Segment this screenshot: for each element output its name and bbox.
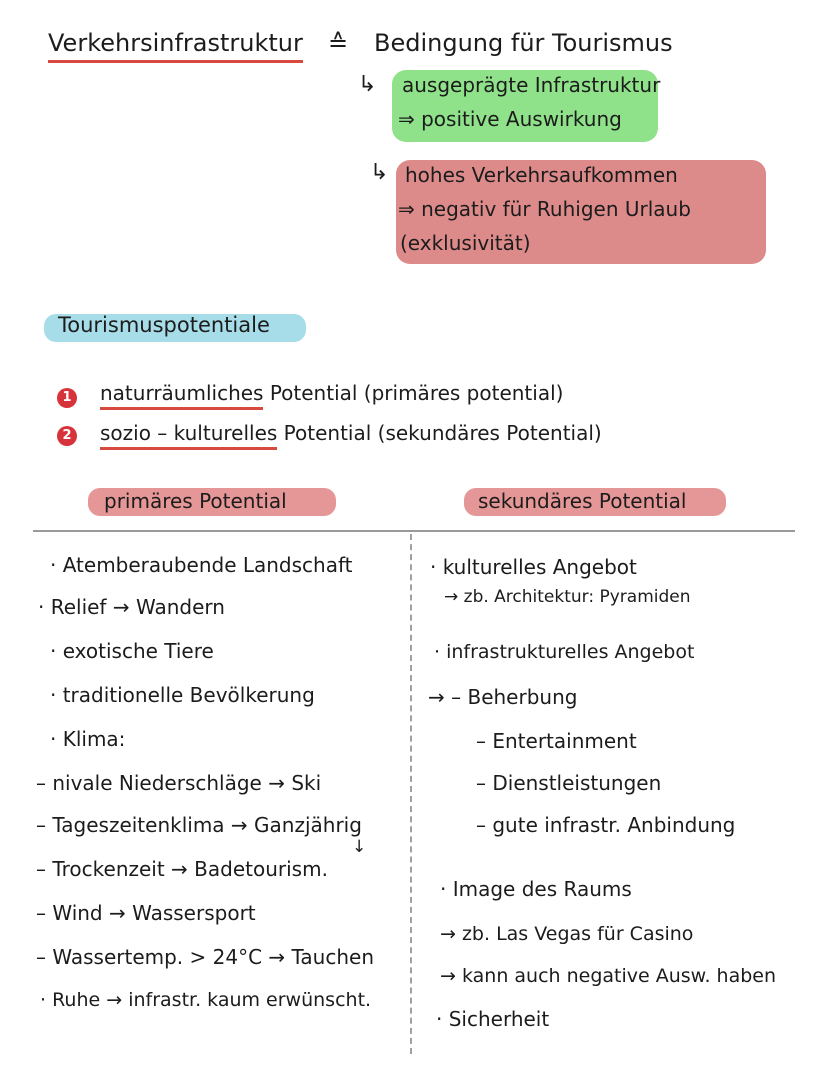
secondary-line: · infrastrukturelles Angebot	[434, 641, 695, 663]
condition-text: Bedingung für Tourismus	[374, 29, 673, 57]
secondary-heading: sekundäres Potential	[478, 489, 687, 513]
secondary-line: · Image des Raums	[440, 877, 632, 901]
arrow-icon: ↳	[370, 160, 389, 185]
primary-line: – Trockenzeit → Badetourism.	[36, 857, 328, 881]
secondary-line: → zb. Las Vegas für Casino	[440, 923, 694, 945]
primary-line: · exotische Tiere	[50, 639, 214, 663]
secondary-line: · kulturelles Angebot	[430, 555, 637, 579]
section-heading: Tourismuspotentiale	[58, 313, 270, 337]
primary-line: · traditionelle Bevölkerung	[50, 683, 315, 707]
primary-line: · Relief → Wandern	[38, 595, 225, 619]
equivalence-symbol: ≙	[328, 29, 349, 57]
negative-note-line1: hohes Verkehrsaufkommen	[405, 163, 678, 187]
vertical-divider	[410, 534, 412, 1054]
page-title: Verkehrsinfrastruktur	[48, 30, 303, 63]
negative-note-line3: (exklusivität)	[400, 231, 531, 255]
secondary-line: – gute infrastr. Anbindung	[476, 813, 736, 837]
negative-note-line2: ⇒ negativ für Ruhigen Urlaub	[398, 197, 691, 221]
down-arrow-icon: ↓	[352, 837, 367, 857]
primary-line: – Wind → Wassersport	[36, 901, 256, 925]
positive-note-line2: ⇒ positive Auswirkung	[398, 107, 622, 131]
potential-item-1	[100, 382, 563, 405]
potential-term-2: sozio – kulturelles	[100, 421, 277, 450]
horizontal-divider	[33, 530, 795, 532]
number-badge-2: 2	[57, 426, 77, 446]
arrow-icon: ↳	[358, 72, 377, 97]
primary-line: · Ruhe → infrastr. kaum erwünscht.	[40, 989, 372, 1011]
primary-line: · Klima:	[50, 727, 126, 751]
positive-note-line1: ausgeprägte Infrastruktur	[402, 73, 661, 97]
potential-desc-1: Potential (primäres potential)	[263, 381, 564, 405]
number-badge-1: 1	[57, 388, 77, 408]
potential-item-2	[100, 422, 602, 445]
secondary-line: · Sicherheit	[436, 1007, 550, 1031]
secondary-line: – Dienstleistungen	[476, 771, 662, 795]
primary-line: – Tageszeitenklima → Ganzjährig	[36, 813, 362, 837]
primary-heading: primäres Potential	[104, 489, 287, 513]
secondary-line: → kann auch negative Ausw. haben	[440, 965, 777, 987]
secondary-line: → – Beherbung	[428, 685, 578, 709]
secondary-line: → zb. Architektur: Pyramiden	[444, 587, 691, 607]
primary-line: – Wassertemp. > 24°C → Tauchen	[36, 945, 375, 969]
primary-line: · Atemberaubende Landschaft	[50, 553, 353, 577]
potential-desc-2: Potential (sekundäres Potential)	[277, 421, 602, 445]
potential-term-1: naturräumliches	[100, 381, 263, 410]
primary-line: – nivale Niederschläge → Ski	[36, 771, 322, 795]
secondary-line: – Entertainment	[476, 729, 637, 753]
